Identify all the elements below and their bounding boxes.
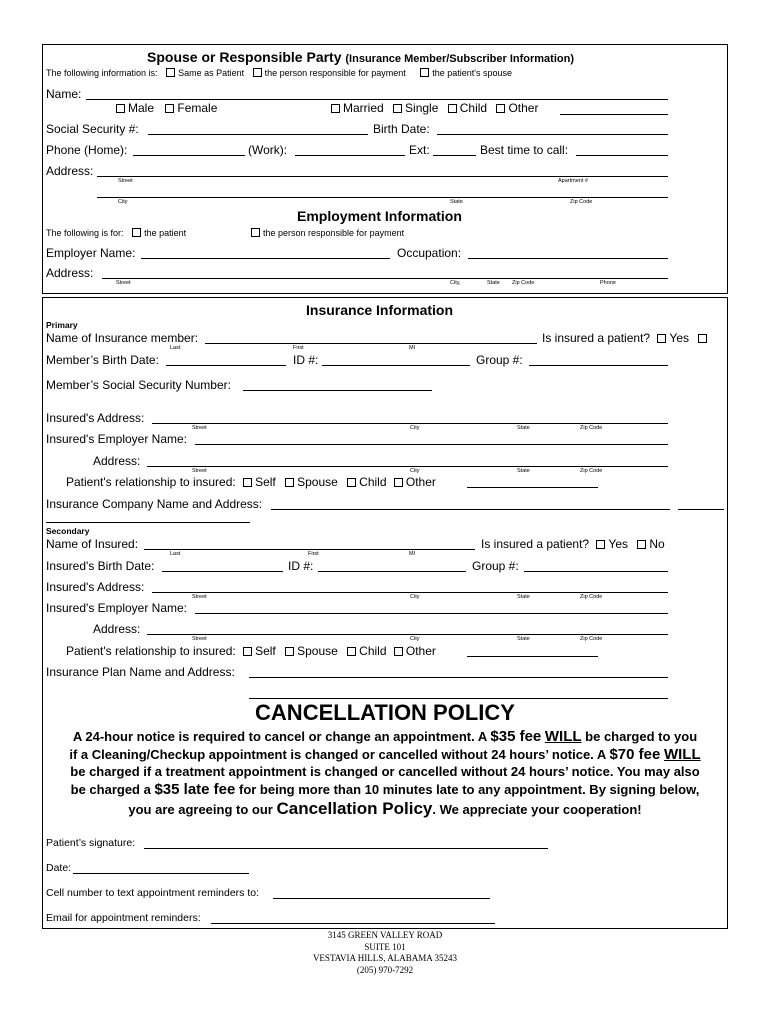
p-emp-address-field[interactable] — [147, 466, 668, 467]
policy-line-4 — [42, 781, 728, 798]
p-relationship-label: Patient's relationship to insured: — [66, 475, 236, 489]
s-is-insured-row — [481, 537, 665, 551]
member-birth-field[interactable] — [166, 365, 286, 366]
s-emp-sub-street: Street — [192, 636, 207, 642]
emp-address-label: Address: — [46, 266, 94, 280]
ssn-label: Social Security #: — [46, 122, 139, 136]
emp-sub-phone: Phone — [600, 280, 616, 286]
child-label: Child — [459, 101, 488, 115]
s-emp-sub-state: State — [517, 636, 530, 642]
plan-label: Insurance Plan Name and Address: — [46, 665, 235, 679]
p-spouse-checkbox[interactable] — [285, 478, 294, 487]
s-self-label: Self — [255, 644, 276, 658]
s-other-checkbox[interactable] — [394, 647, 403, 656]
patient-signature-field[interactable] — [144, 848, 548, 849]
primary-label: Primary — [46, 320, 78, 330]
p-sub-mi: MI — [409, 345, 416, 351]
p-addr-sub-zip: Zip Code — [580, 425, 603, 431]
phone-home-label: Phone (Home): — [46, 143, 128, 157]
p-emp-sub-street: Street — [192, 468, 207, 474]
same-as-patient-checkbox[interactable] — [166, 68, 175, 77]
s-other-label: Other — [405, 644, 436, 658]
footer-address — [285, 930, 485, 976]
work-field[interactable] — [295, 155, 405, 156]
p-yes-checkbox[interactable] — [657, 334, 666, 343]
cancellation-title: CANCELLATION POLICY — [255, 700, 515, 725]
p-group-field[interactable] — [529, 365, 668, 366]
p-insured-address-label: Insured's Address: — [46, 411, 145, 425]
p-spouse-label: Spouse — [297, 475, 338, 489]
policy-p6a: you are agreeing to our — [128, 802, 273, 817]
p-emp-address-label: Address: — [93, 454, 141, 468]
plan-field-2[interactable] — [249, 698, 668, 699]
p-id-label: ID #: — [293, 353, 319, 367]
sub-zip: Zip Code — [570, 199, 593, 205]
p-is-insured-label: Is insured a patient? — [542, 331, 651, 345]
s-self-checkbox[interactable] — [243, 647, 252, 656]
single-checkbox[interactable] — [393, 104, 402, 113]
date-label: Date: — [46, 862, 72, 874]
phone-home-field[interactable] — [133, 155, 245, 156]
female-checkbox[interactable] — [165, 104, 174, 113]
spouse-subtitle: (Insurance Member/Subscriber Information) — [345, 53, 574, 65]
p-id-field[interactable] — [322, 365, 470, 366]
emp-patient-label: the patient — [144, 228, 187, 238]
following-for-label: The following is for: — [46, 228, 124, 238]
male-checkbox[interactable] — [116, 104, 125, 113]
p-emp-sub-city: City — [410, 468, 420, 474]
p-addr-sub-city: City — [410, 425, 420, 431]
occupation-field[interactable] — [468, 258, 668, 259]
s-sub-first: First — [308, 551, 319, 557]
address-label: Address: — [46, 164, 94, 178]
p-insured-address-field[interactable] — [152, 423, 668, 424]
p-addr-sub-street: Street — [192, 425, 207, 431]
patient-signature-label: Patient’s signature: — [46, 837, 136, 849]
policy-will1: WILL — [544, 728, 582, 745]
employer-field[interactable] — [141, 258, 390, 259]
other-label: Other — [508, 101, 539, 115]
insured-birth-label: Insured's Birth Date: — [46, 559, 155, 573]
member-name-field[interactable] — [205, 343, 537, 344]
s-insured-employer-label: Insured's Employer Name: — [46, 601, 188, 615]
spouse-label: the patient's spouse — [432, 68, 513, 78]
emp-address-field[interactable] — [102, 278, 668, 279]
footer-line2: SUITE 101 — [364, 941, 406, 952]
policy-name: Cancellation Policy — [276, 799, 433, 818]
p-other-checkbox[interactable] — [394, 478, 403, 487]
single-label: Single — [405, 101, 439, 115]
email-field[interactable] — [211, 923, 495, 924]
ssn-field[interactable] — [148, 134, 368, 135]
s-child-label: Child — [359, 644, 387, 658]
spouse-title — [147, 49, 574, 65]
policy-will2: WILL — [663, 746, 701, 763]
s-relationship-row — [66, 644, 436, 658]
info-is-row — [46, 68, 512, 78]
s-emp-sub-city: City — [410, 636, 420, 642]
work-label: (Work): — [248, 143, 288, 157]
s-addr-sub-state: State — [517, 594, 530, 600]
responsible-label: the person responsible for payment — [264, 68, 406, 78]
other-checkbox[interactable] — [496, 104, 505, 113]
member-name-label: Name of Insurance member: — [46, 331, 199, 345]
p-insured-employer-field[interactable] — [195, 444, 668, 445]
s-sub-last: Last — [170, 551, 181, 557]
ext-field[interactable] — [433, 155, 476, 156]
policy-line-2 — [42, 746, 728, 763]
info-is-label: The following information is: — [46, 68, 158, 78]
p-yes-label: Yes — [669, 331, 689, 345]
s-emp-address-field[interactable] — [147, 634, 668, 635]
s-insured-address-field[interactable] — [152, 592, 668, 593]
policy-p2: be charged to you — [585, 729, 698, 744]
s-sub-mi: MI — [409, 551, 416, 557]
same-as-patient-label: Same as Patient — [178, 68, 245, 78]
member-ssn-field[interactable] — [243, 390, 432, 391]
p-addr-sub-state: State — [517, 425, 530, 431]
insured-name-field[interactable] — [144, 549, 475, 550]
name-label: Name: — [46, 87, 82, 101]
marital-row — [331, 101, 538, 115]
s-insured-address-label: Insured's Address: — [46, 580, 145, 594]
policy-line-1 — [42, 728, 728, 745]
employment-title: Employment Information — [297, 208, 462, 224]
birth-field[interactable] — [437, 134, 668, 135]
emp-patient-checkbox[interactable] — [132, 228, 141, 237]
emp-sub-city: City, — [450, 280, 461, 286]
occupation-label: Occupation: — [397, 246, 462, 260]
company-field[interactable] — [271, 509, 670, 510]
ext-label: Ext: — [409, 143, 430, 157]
s-emp-sub-zip: Zip Code — [580, 636, 603, 642]
emp-sub-state: State — [487, 280, 500, 286]
s-insured-employer-field[interactable] — [195, 613, 668, 614]
policy-p1: A 24-hour notice is required to cancel or change an appointment. A — [72, 729, 487, 744]
address-city-field[interactable] — [97, 197, 668, 198]
p-emp-sub-state: State — [517, 468, 530, 474]
policy-p4: be charged if a treatment appointment is changed or cancelled without 24 hours’ notice. You may also — [70, 764, 700, 779]
s-addr-sub-street: Street — [192, 594, 207, 600]
s-other-field[interactable] — [467, 656, 598, 657]
p-insured-employer-label: Insured's Employer Name: — [46, 432, 188, 446]
s-spouse-label: Spouse — [297, 644, 338, 658]
policy-p3: if a Cleaning/Checkup appointment is changed or cancelled without 24 hours’ notice. A — [69, 747, 606, 762]
emp-responsible-label: the person responsible for payment — [263, 228, 405, 238]
policy-fee35: $35 fee — [490, 728, 542, 745]
p-is-insured-row — [542, 331, 710, 345]
p-other-label: Other — [405, 475, 436, 489]
name-field[interactable] — [86, 99, 668, 100]
policy-p5a: be charged a — [70, 782, 151, 797]
spouse-checkbox[interactable] — [420, 68, 429, 77]
p-child-checkbox[interactable] — [347, 478, 356, 487]
employer-label: Employer Name: — [46, 246, 136, 260]
emp-sub-zip: Zip Code — [512, 280, 535, 286]
s-no-checkbox[interactable] — [637, 540, 646, 549]
s-yes-checkbox[interactable] — [596, 540, 605, 549]
policy-fee70: $70 fee — [609, 746, 661, 763]
member-birth-label: Member’s Birth Date: — [46, 353, 159, 367]
p-group-label: Group #: — [476, 353, 523, 367]
s-group-field[interactable] — [524, 571, 668, 572]
s-addr-sub-zip: Zip Code — [580, 594, 603, 600]
policy-line-5 — [42, 799, 728, 819]
spouse-section — [42, 44, 728, 294]
emp-responsible-row — [251, 228, 404, 238]
insured-birth-field[interactable] — [162, 571, 283, 572]
emp-responsible-checkbox[interactable] — [251, 228, 260, 237]
member-ssn-label: Member’s Social Security Number: — [46, 378, 231, 392]
p-relationship-row — [66, 475, 436, 489]
best-time-label: Best time to call: — [480, 143, 569, 157]
p-self-label: Self — [255, 475, 276, 489]
policy-late35: $35 late fee — [154, 781, 236, 798]
s-relationship-label: Patient's relationship to insured: — [66, 644, 236, 658]
p-no-checkbox[interactable] — [698, 334, 707, 343]
s-no-label: No — [649, 537, 665, 551]
s-child-checkbox[interactable] — [347, 647, 356, 656]
s-emp-address-label: Address: — [93, 622, 141, 636]
gender-status-row — [116, 101, 217, 115]
child-checkbox[interactable] — [448, 104, 457, 113]
sub-state: State — [450, 199, 463, 205]
secondary-label: Secondary — [46, 526, 90, 536]
spouse-title-text: Spouse or Responsible Party — [147, 49, 342, 65]
s-id-field[interactable] — [318, 571, 466, 572]
p-sub-last: Last — [170, 345, 181, 351]
cell-field[interactable] — [273, 898, 490, 899]
insurance-title: Insurance Information — [306, 302, 454, 318]
sub-street: Street — [118, 178, 133, 184]
policy-p6b: . We appreciate your cooperation! — [432, 802, 642, 817]
footer-line3: VESTAVIA HILLS, ALABAMA 35243 — [312, 953, 458, 963]
plan-field[interactable] — [249, 677, 668, 678]
married-checkbox[interactable] — [331, 104, 340, 113]
responsible-checkbox[interactable] — [253, 68, 262, 77]
email-label: Email for appointment reminders: — [46, 912, 201, 924]
s-addr-sub-city: City — [410, 594, 420, 600]
footer-line1: 3145 GREEN VALLEY ROAD — [327, 930, 443, 940]
s-group-label: Group #: — [472, 559, 519, 573]
sub-city: City — [118, 199, 128, 205]
emp-sub-street: Street — [116, 280, 131, 286]
company-label: Insurance Company Name and Address: — [46, 497, 263, 511]
footer-line4: (205) 970-7292 — [356, 964, 414, 975]
date-field[interactable] — [73, 873, 249, 874]
p-other-field[interactable] — [467, 487, 598, 488]
male-label: Male — [128, 101, 155, 115]
p-child-label: Child — [359, 475, 387, 489]
female-label: Female — [177, 101, 218, 115]
insured-name-label: Name of Insured: — [46, 537, 139, 551]
s-yes-label: Yes — [608, 537, 628, 551]
company-field-tail[interactable] — [678, 509, 724, 510]
company-field-2[interactable] — [46, 522, 250, 523]
p-sub-first: First — [293, 345, 304, 351]
p-self-checkbox[interactable] — [243, 478, 252, 487]
sub-apartment: Apartment # — [558, 178, 588, 184]
birth-label: Birth Date: — [373, 122, 430, 136]
s-id-label: ID #: — [288, 559, 314, 573]
other-field[interactable] — [560, 114, 668, 115]
s-is-insured-label: Is insured a patient? — [481, 537, 590, 551]
address-street-field[interactable] — [97, 176, 668, 177]
employment-for-row — [46, 228, 186, 238]
married-label: Married — [343, 101, 384, 115]
p-emp-sub-zip: Zip Code — [580, 468, 603, 474]
policy-p5b: for being more than 10 minutes late to any appointment. By signing below, — [238, 782, 700, 797]
s-spouse-checkbox[interactable] — [285, 647, 294, 656]
cell-label: Cell number to text appointment reminders to: — [46, 887, 260, 899]
best-time-field[interactable] — [576, 155, 668, 156]
policy-line-3 — [42, 764, 728, 779]
